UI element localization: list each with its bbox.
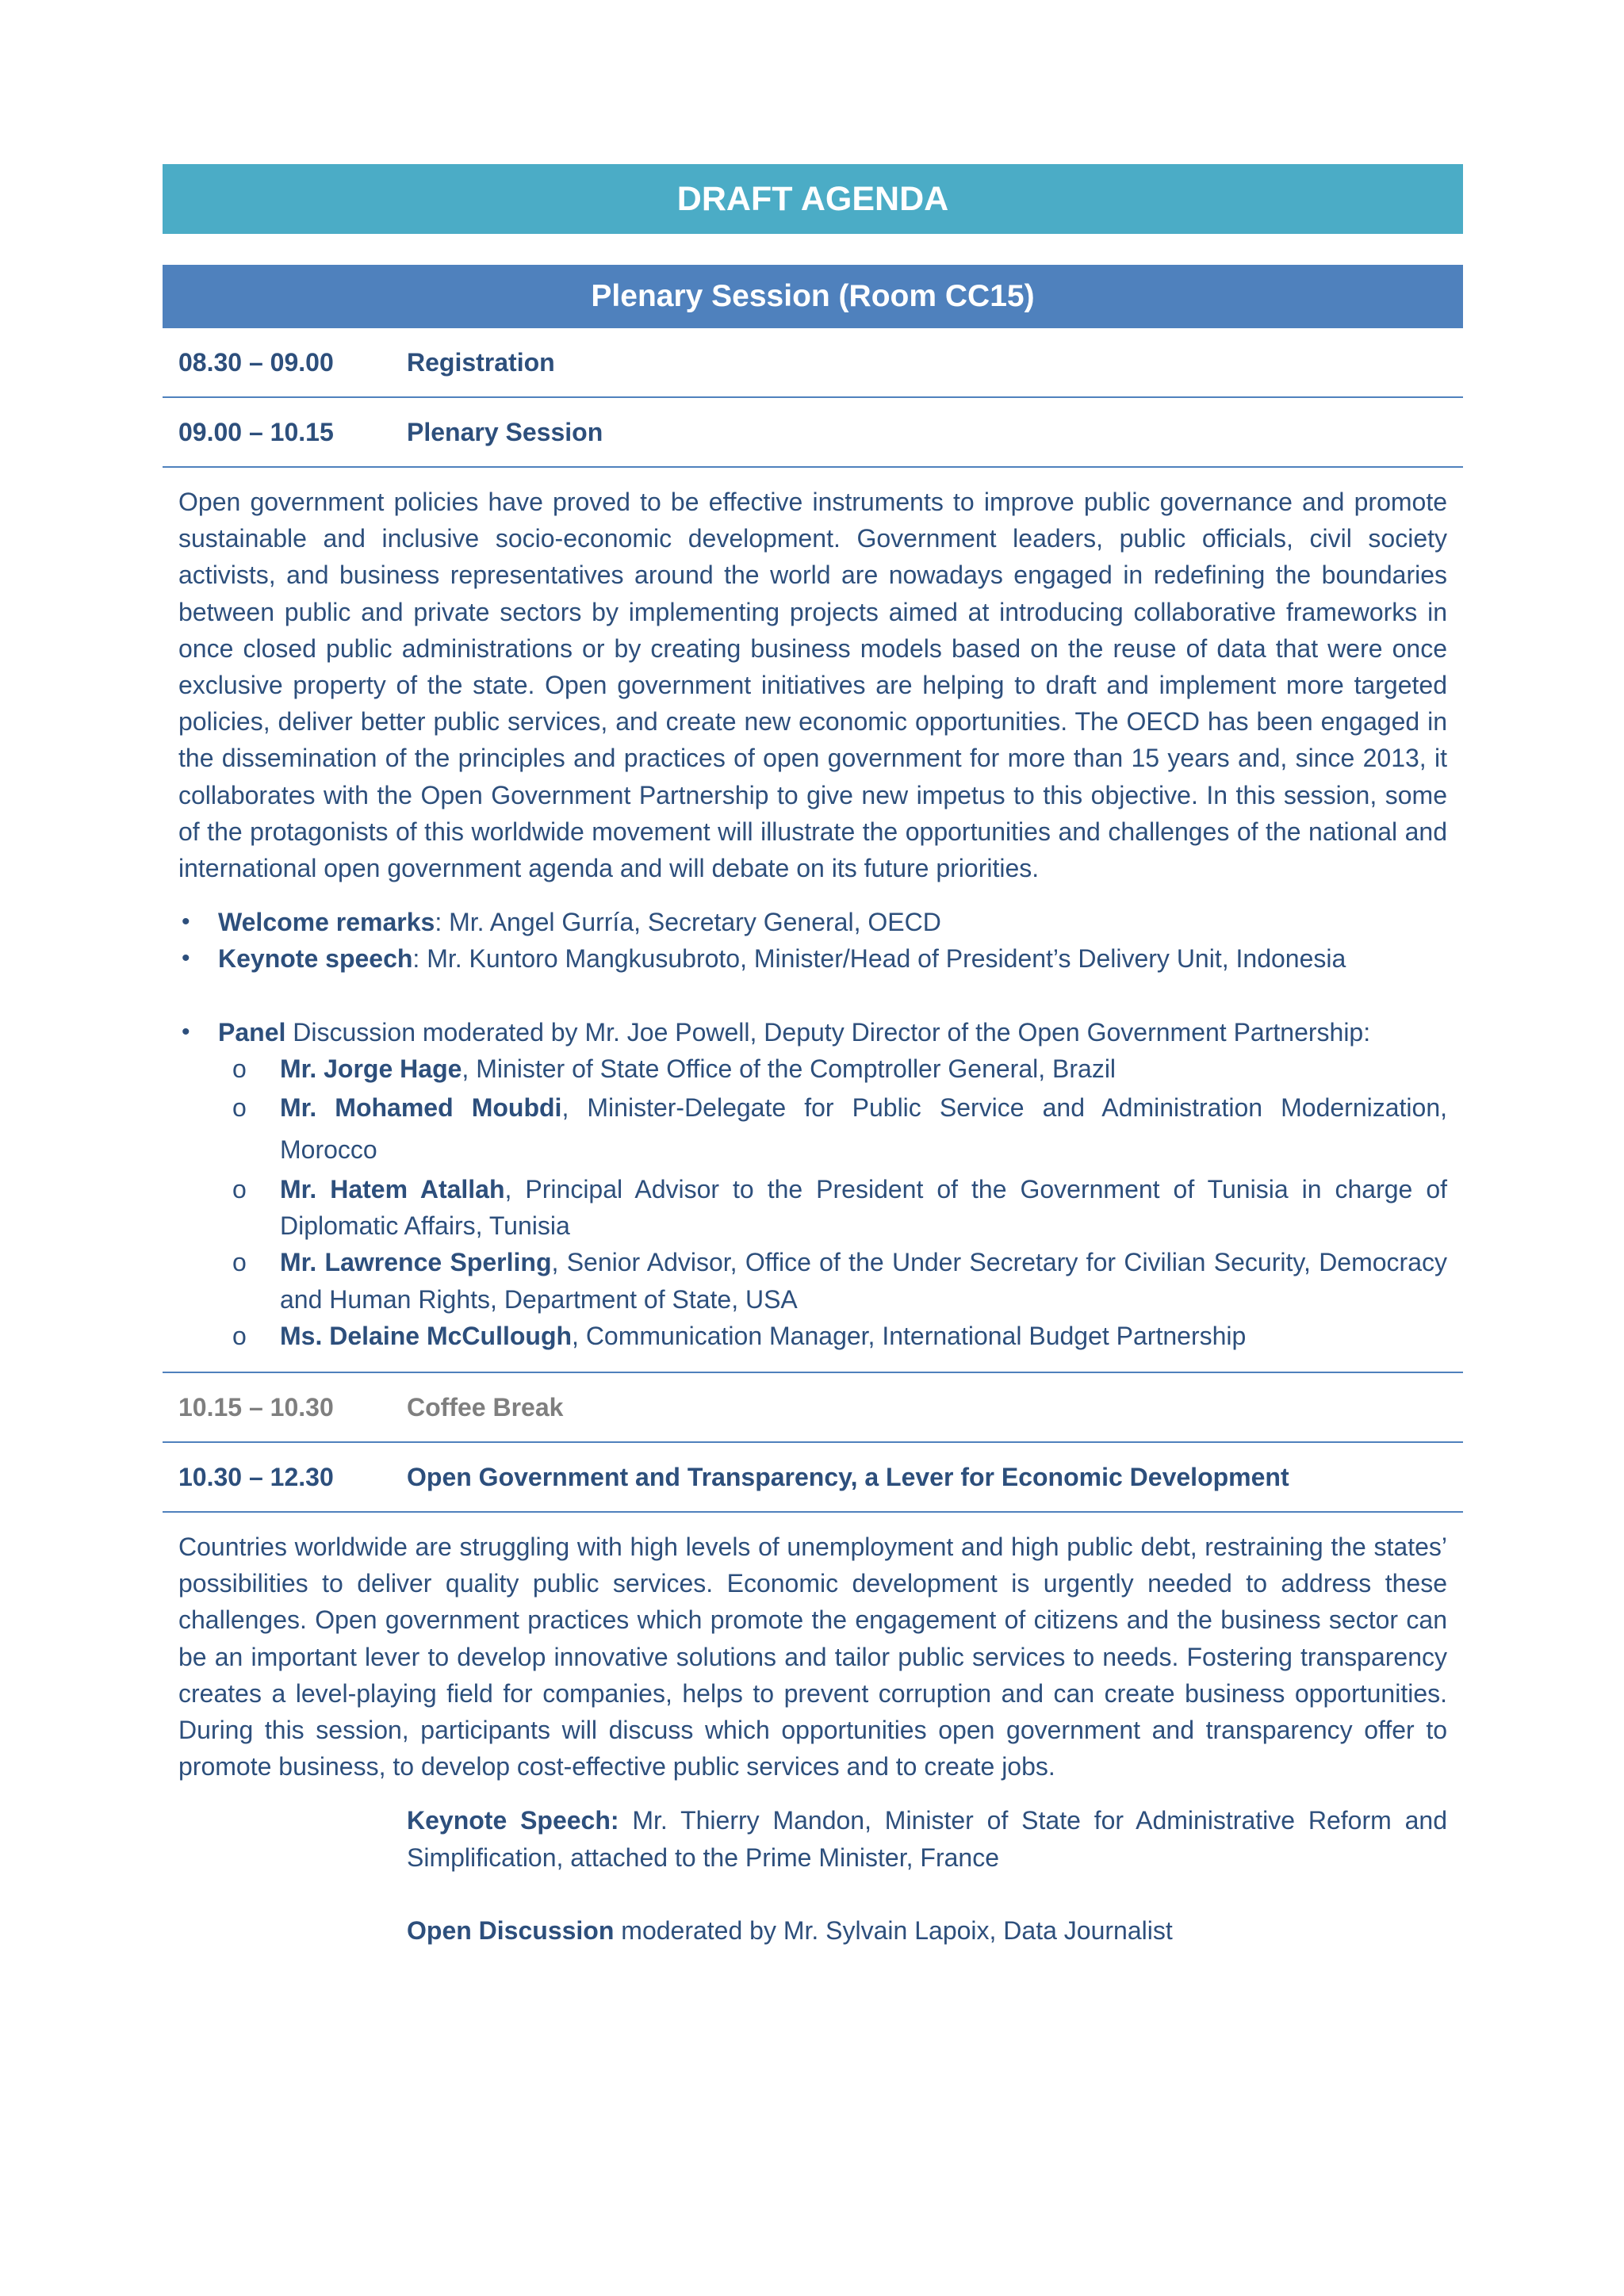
transparency-details — [163, 1513, 1463, 1949]
panelists-list — [218, 1050, 1447, 1354]
circle-bullet-icon: o — [232, 1093, 247, 1123]
slot-time: 08.30 – 09.00 — [178, 347, 334, 377]
panelist-name: Mr. Hatem Atallah — [280, 1175, 505, 1204]
bullet-icon: • — [182, 1018, 190, 1045]
session-banner: Plenary Session (Room CC15) — [163, 265, 1463, 328]
item-text: : Mr. Kuntoro Mangkusubroto, Minister/Head of President’s Delivery Unit, Indonesia — [412, 944, 1346, 974]
panelist-item — [178, 1050, 1447, 1087]
item-label: Welcome remarks — [218, 908, 435, 937]
item-text: Discussion moderated by Mr. Joe Powell, Deputy Director of the Open Government Partnership: — [285, 1017, 1371, 1047]
circle-bullet-icon: o — [232, 1248, 247, 1277]
circle-bullet-icon: o — [232, 1175, 247, 1204]
circle-bullet-icon: o — [232, 1054, 247, 1083]
panelist-role: , Minister of State Office of the Comptroller General, Brazil — [462, 1054, 1116, 1083]
panelist-item — [178, 1244, 1447, 1317]
panelist-item — [178, 1318, 1447, 1354]
item-label: Panel — [218, 1017, 286, 1047]
panelist-item — [178, 1087, 1447, 1171]
plenary-speakers-list — [178, 904, 1447, 1354]
slot-title: Open Government and Transparency, a Lever for Economic Development — [407, 1462, 1289, 1491]
item-text: Mr. Thierry Mandon, Minister of State for Administrative Reform and Simplification, attached to the Prime Minister, France — [407, 1806, 1448, 1872]
panelist-name: Mr. Jorge Hage — [280, 1054, 462, 1083]
circle-bullet-icon: o — [232, 1321, 247, 1350]
panelist-role: , Minister-Delegate for Public Service and Administration Modernization, Morocco — [280, 1093, 1447, 1165]
item-label: Open Discussion — [407, 1915, 615, 1945]
slot-registration — [163, 328, 1463, 398]
transparency-description: Countries worldwide are struggling with high levels of unemployment and high public debt, restraining the states’ possibilities to deliver quality public services. Economic development is urgently needed to address these challenges. Open government practices which promote the engagement of citizens and the business sector can be an important lever to develop innovative solutions and tailor public services to needs. Fostering transparency creates a level-playing field for companies, helps to prevent corruption and can create business opportunities. During this session, participants will discuss which opportunities open government and transparency offer to promote business, to develop cost-effective public services and to create jobs. — [178, 1533, 1447, 1781]
plenary-details — [163, 468, 1463, 1373]
item-text: : Mr. Angel Gurría, Secretary General, OECD — [435, 908, 941, 937]
panelist-role: , Senior Advisor, Office of the Under Secretary for Civilian Security, Democracy and Human Rights, Department of State, USA — [280, 1248, 1448, 1314]
slot-coffee-break — [163, 1373, 1463, 1443]
slot-time: 09.00 – 10.15 — [178, 417, 334, 446]
panelist-name: Mr. Lawrence Sperling — [280, 1248, 552, 1277]
slot-transparency — [163, 1443, 1463, 1513]
item-text: moderated by Mr. Sylvain Lapoix, Data Journalist — [614, 1915, 1173, 1945]
slot-time: 10.15 – 10.30 — [178, 1392, 334, 1422]
bullet-icon: • — [182, 945, 190, 972]
panelist-role: , Principal Advisor to the President of the Government of Tunisia in charge of Diplomatic Affairs, Tunisia — [280, 1175, 1448, 1241]
panelist-name: Ms. Delaine McCullough — [280, 1321, 573, 1350]
panelist-name: Mr. Mohamed Moubdi — [280, 1093, 562, 1123]
transparency-discussion — [407, 1912, 1447, 1949]
slot-plenary — [163, 398, 1463, 468]
list-item-welcome — [178, 904, 1447, 940]
panelist-role: , Communication Manager, International Budget Partnership — [572, 1321, 1247, 1350]
slot-time: 10.30 – 12.30 — [178, 1462, 334, 1491]
transparency-keynote — [407, 1802, 1447, 1875]
slot-title: Registration — [407, 347, 555, 377]
list-item-panel — [178, 1014, 1447, 1354]
list-item-keynote — [178, 940, 1447, 977]
panelist-item — [178, 1171, 1447, 1244]
bullet-icon: • — [182, 909, 190, 936]
item-label: Keynote speech — [218, 944, 413, 974]
item-label: Keynote Speech: — [407, 1806, 619, 1835]
agenda-title-banner: DRAFT AGENDA — [163, 164, 1463, 234]
agenda-page — [163, 164, 1463, 1949]
slot-title: Plenary Session — [407, 417, 603, 446]
plenary-description: Open government policies have proved to be effective instruments to improve public governance and promote sustainable and inclusive socio-economic development. Government leaders, public officials, civil society activists, and business representatives around the world are nowadays engaged in redefining the boundaries between public and private sectors by implementing projects aimed at introducing collaborative frameworks in once closed public administrations or by creating business models based on the reuse of data that were once exclusive property of the state. Open government initiatives are helping to draft and implement more targeted policies, deliver better public services, and create new economic opportunities. The OECD has been engaged in the dissemination of the principles and practices of open government for more than 15 years and, since 2013, it collaborates with the Open Government Partnership to give new impetus to this objective. In this session, some of the protagonists of this worldwide movement will illustrate the opportunities and challenges of the national and international open government agenda and will debate on its future priorities. — [178, 488, 1447, 883]
slot-title: Coffee Break — [407, 1392, 564, 1422]
